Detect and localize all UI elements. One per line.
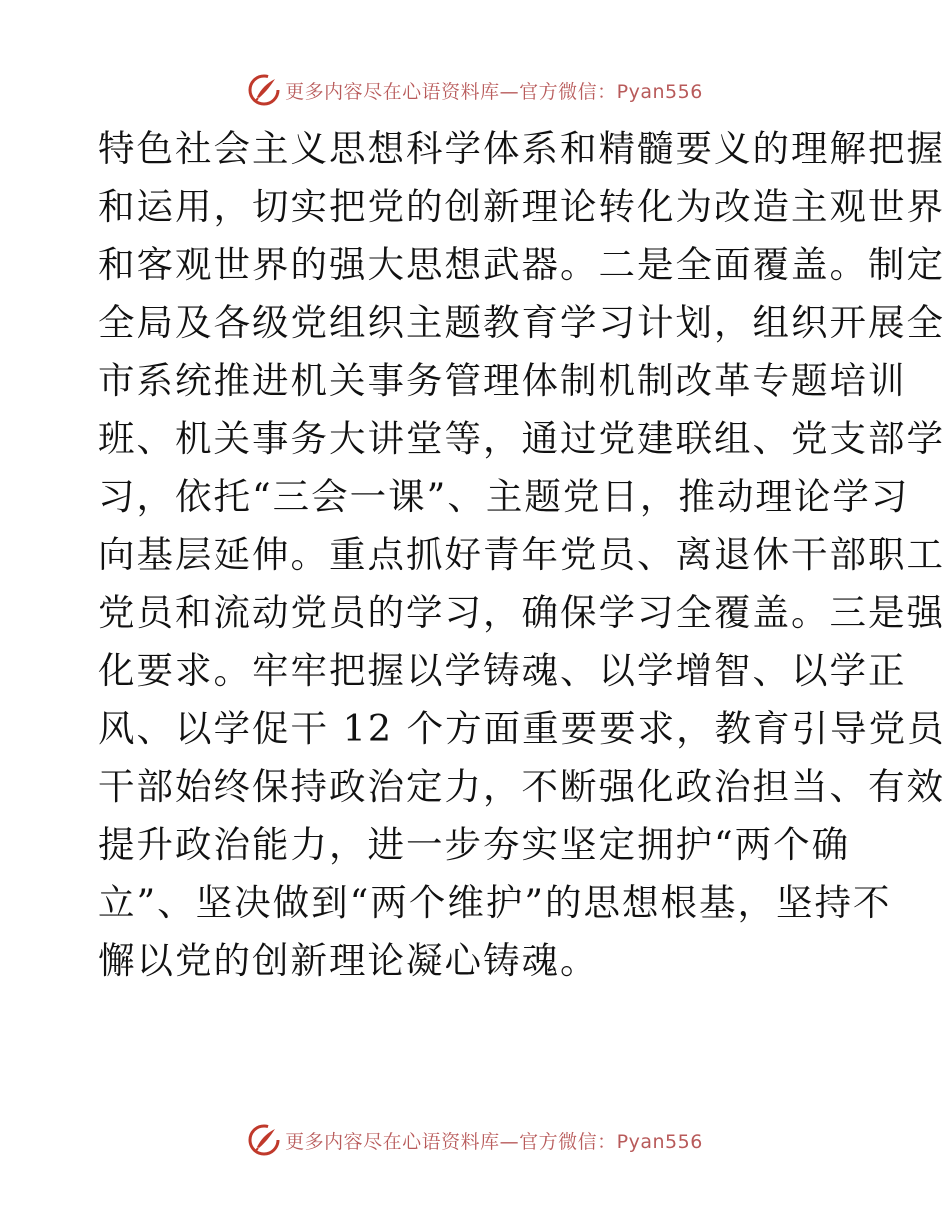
footer-banner-text: 更多内容尽在心语资料库—官方微信：Pyan556 [285,1130,703,1153]
body-line: 提升政治能力，进一步夯实坚定拥护“两个确 [98,823,851,866]
body-line: 干部始终保持政治定力，不断强化政治担当、有效 [98,765,945,808]
header-banner [0,70,950,110]
body-line: 立”、坚决做到“两个维护”的思想根基，坚持不 [98,881,892,924]
body-line: 向基层延伸。重点抓好青年党员、离退休干部职工 [98,533,945,576]
body-line: 懈以党的创新理论凝心铸魂。 [98,939,599,982]
body-line: 特色社会主义思想科学体系和精髓要义的理解把握 [98,127,945,170]
body-line: 和运用，切实把党的创新理论转化为改造主观世界 [98,185,945,228]
feather-pen-logo-icon [247,1123,281,1157]
body-line: 班、机关事务大讲堂等，通过党建联组、党支部学 [98,417,945,460]
body-line: 党员和流动党员的学习，确保学习全覆盖。三是强 [98,591,945,634]
feather-pen-logo-icon [247,73,281,107]
body-line: 市系统推进机关事务管理体制机制改革专题培训 [98,359,907,402]
body-line: 风、以学促干 12 个方面重要要求，教育引导党员 [98,707,946,750]
body-line: 和客观世界的强大思想武器。二是全面覆盖。制定 [98,243,945,286]
body-line: 化要求。牢牢把握以学铸魂、以学增智、以学正 [98,649,907,692]
document-body [98,120,946,990]
body-line: 全局及各级党组织主题教育学习计划，组织开展全 [98,301,945,344]
body-line: 习，依托“三会一课”、主题党日，推动理论学习 [98,475,910,518]
header-banner-text: 更多内容尽在心语资料库—官方微信：Pyan556 [285,80,703,103]
footer-banner [0,1120,950,1160]
